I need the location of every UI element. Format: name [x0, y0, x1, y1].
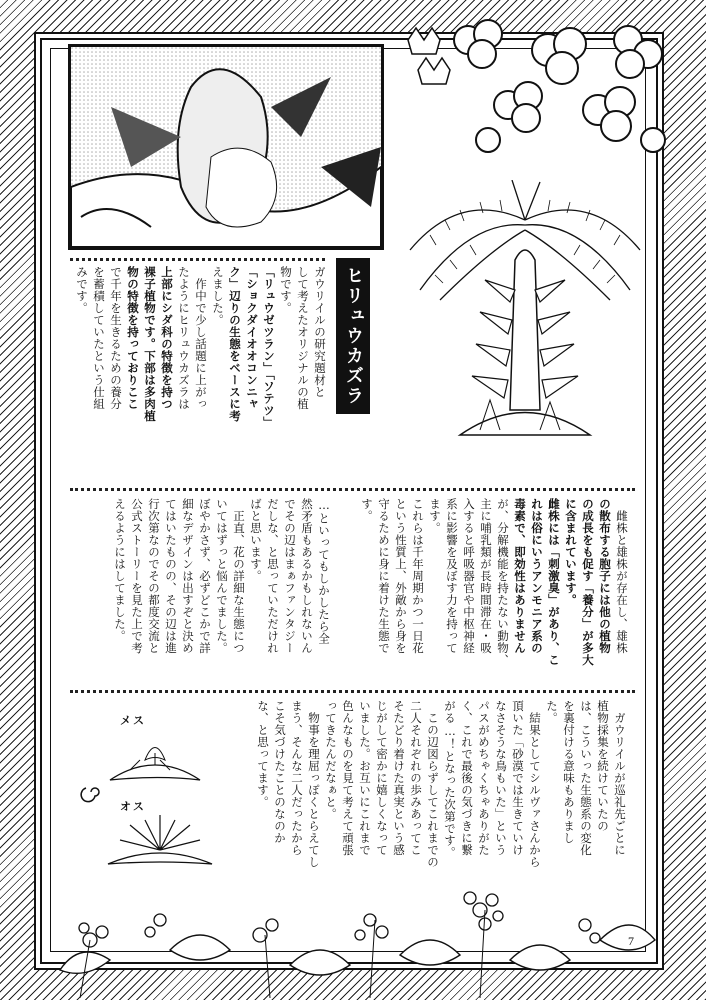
text-column: して考えたオリジナルの植 — [296, 266, 310, 410]
text-column: の成長をも促す「養分」が多大 — [581, 498, 595, 666]
manga-panel — [68, 44, 384, 250]
text-column: こそ気づけたことのなのか — [273, 700, 287, 844]
berry-leaves-decoration — [40, 880, 666, 998]
text-column: 「ショクダイオオコンニャ — [245, 266, 259, 410]
text-column: 毒素で、即効性はありません — [513, 498, 527, 654]
text-column: えました。 — [211, 266, 225, 326]
text-column: でその辺はまぁファンタジー — [283, 498, 297, 654]
text-column: 守るために身に着けた生態で — [377, 498, 391, 654]
text-column: に含まれています。 — [564, 498, 578, 606]
swirl-icon — [80, 780, 102, 804]
text-column: く、これで最後の気づきに繋 — [460, 700, 474, 856]
text-column: 物の特徴を持っておりここ — [126, 266, 140, 410]
text-column: たようにヒリュウカズラは — [177, 266, 191, 410]
text-column: 結果としてシルヴァさんから — [528, 700, 542, 868]
bottom-text-block — [248, 700, 628, 890]
text-column: 主に哺乳類が長時間滞在・吸 — [479, 498, 493, 654]
text-column: ってきたんだなぁと。 — [324, 700, 338, 820]
text-column: 行次第なのでその都度交流と — [147, 498, 161, 654]
text-column: いてはずっと悩んでました。 — [215, 498, 229, 654]
text-column: ガウリイルが巡礼先ごとに — [613, 700, 627, 856]
text-column: ぼやかさず、必ずどこかで詳 — [198, 498, 212, 654]
male-label: オス — [120, 801, 146, 813]
clover-flowers-decoration — [398, 10, 678, 160]
text-column: という性質上、外敵から身を — [394, 498, 408, 654]
text-column: ガウリイルの研究題材と — [313, 266, 327, 398]
text-column: えるようにはしてました。 — [113, 498, 127, 642]
text-column: を蓄積していたという仕組 — [92, 266, 106, 410]
text-column: 細なデザインは出すぞと決め — [181, 498, 195, 654]
text-column: そたどり着けた真実という感 — [392, 700, 406, 856]
female-label: メス — [120, 715, 146, 727]
mid-right-text-block — [358, 498, 630, 678]
text-column: …といってもしかしたら全 — [317, 498, 331, 645]
female-plant-sketch — [100, 730, 210, 790]
text-column: 頂いた「砂漠では生きていけ — [511, 700, 525, 856]
text-column: 雌株と雄株が存在し、雄株 — [615, 498, 629, 654]
text-column: これらは千年周期かつ一日花 — [411, 498, 425, 654]
text-column: じがして密かに嬉しくなって — [375, 700, 389, 856]
text-column: なさそうな鳥もいた」という — [494, 700, 508, 856]
text-column: 「リュウゼツラン」「ソテツ」 — [262, 266, 276, 429]
text-column: を裏付ける意味もありまし — [562, 700, 576, 844]
text-column: 植物採集を続けていたの — [596, 700, 610, 832]
intro-text-block — [76, 266, 328, 476]
text-column: た。 — [545, 700, 559, 724]
text-column: ます。 — [428, 498, 442, 534]
text-column: 裸子植物です。下部は多肉植 — [143, 266, 157, 422]
text-column: 正直、花の詳細な生態につ — [232, 498, 246, 654]
text-column: の散布する胞子には他の植物 — [598, 498, 612, 654]
text-column: 公式ストーリーを見た上で考 — [130, 498, 144, 654]
text-column: みです。 — [75, 266, 89, 314]
text-column: す。 — [360, 498, 374, 522]
text-column: 物です。 — [279, 266, 293, 314]
text-column: この辺図らずしてこれまでの — [426, 700, 440, 868]
text-column: れは俗にいうアンモニア系の — [530, 498, 544, 654]
text-column: ばと思います。 — [249, 498, 263, 582]
text-column: 雌株には「刺激臭」があり、こ — [547, 498, 561, 666]
text-column: 色んなものを見て考えて頑張 — [341, 700, 355, 856]
divider — [70, 488, 635, 491]
text-column: てはいたものの、その辺は進 — [164, 498, 178, 654]
page-title: ヒリュウカズラ — [336, 258, 370, 414]
text-column: 二人それぞれの歩みあってこ — [409, 700, 423, 856]
text-column: 然矛盾もあるかもしれないん — [300, 498, 314, 654]
text-column: は、こういった生態系の変化 — [579, 700, 593, 856]
text-column: で千年を生きるための養分 — [109, 266, 123, 410]
male-plant-sketch — [100, 812, 220, 872]
divider — [70, 690, 635, 693]
text-column: 入すると呼吸器官や中枢神経 — [462, 498, 476, 654]
text-column: がる…！となった次第です。 — [443, 700, 457, 859]
text-column: パスがめちゃくちゃありがた — [477, 700, 491, 856]
text-column: 系に影響を及ぼす力を持って — [445, 498, 459, 654]
fern-plant-illustration — [400, 180, 645, 450]
page-number: 7 — [628, 934, 634, 948]
text-column: だしな、と思っていただけれ — [266, 498, 280, 654]
text-column: 物事を理屈っぽくとらえてし — [307, 700, 321, 868]
divider — [70, 258, 325, 261]
text-column: な、と思ってます。 — [256, 700, 270, 808]
text-column: が、分解機能を持たない動物、 — [496, 498, 510, 666]
text-column: 作中で少し話題に上がっ — [194, 266, 208, 410]
mid-left-text-block — [96, 498, 332, 678]
text-column: 上部にシダ科の特徴を持つ — [160, 266, 174, 410]
text-column: まう、そんな二人だったから — [290, 700, 304, 856]
text-column: ク」辺りの生態をベースに考 — [228, 266, 242, 422]
text-column: いました。お互いにこれまで — [358, 700, 372, 856]
